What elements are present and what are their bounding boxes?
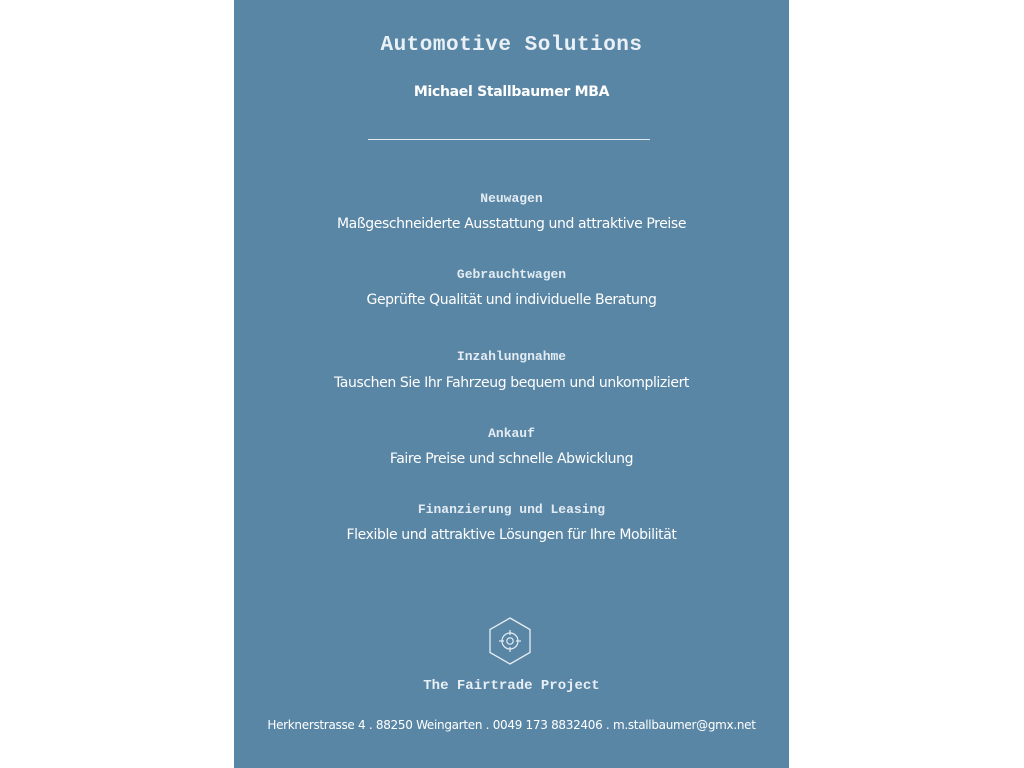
contact-line: Herknerstrasse 4 . 88250 Weingarten . 0049 173 8832406 . m.stallbaumer@gmx.net xyxy=(267,718,756,732)
service-description-gebrauchtwagen: Geprüfte Qualität und individuelle Beratung xyxy=(366,292,657,308)
service-heading-gebrauchtwagen: Gebrauchtwagen xyxy=(456,267,567,282)
service-heading-ankauf: Ankauf xyxy=(488,426,535,441)
service-description-inzahlungnahme: Tauschen Sie Ihr Fahrzeug bequem und unkompliziert xyxy=(333,375,690,391)
flyer-title: Automotive Solutions xyxy=(380,34,643,57)
hexagon-target-icon xyxy=(487,616,533,666)
service-description-ankauf: Faire Preise und schnelle Abwicklung xyxy=(389,451,634,467)
service-description-neuwagen: Maßgeschneiderte Ausstattung und attraktive Preise xyxy=(336,216,687,232)
flyer-panel xyxy=(234,0,789,768)
divider-line xyxy=(368,139,650,140)
service-heading-inzahlungnahme: Inzahlungnahme xyxy=(456,349,567,364)
project-name: The Fairtrade Project xyxy=(423,678,600,694)
service-heading-neuwagen: Neuwagen xyxy=(480,191,543,206)
service-heading-finanzierung: Finanzierung und Leasing xyxy=(417,502,606,517)
service-description-finanzierung: Flexible und attraktive Lösungen für Ihre Mobilität xyxy=(346,527,677,543)
flyer-subtitle: Michael Stallbaumer MBA xyxy=(413,84,610,100)
